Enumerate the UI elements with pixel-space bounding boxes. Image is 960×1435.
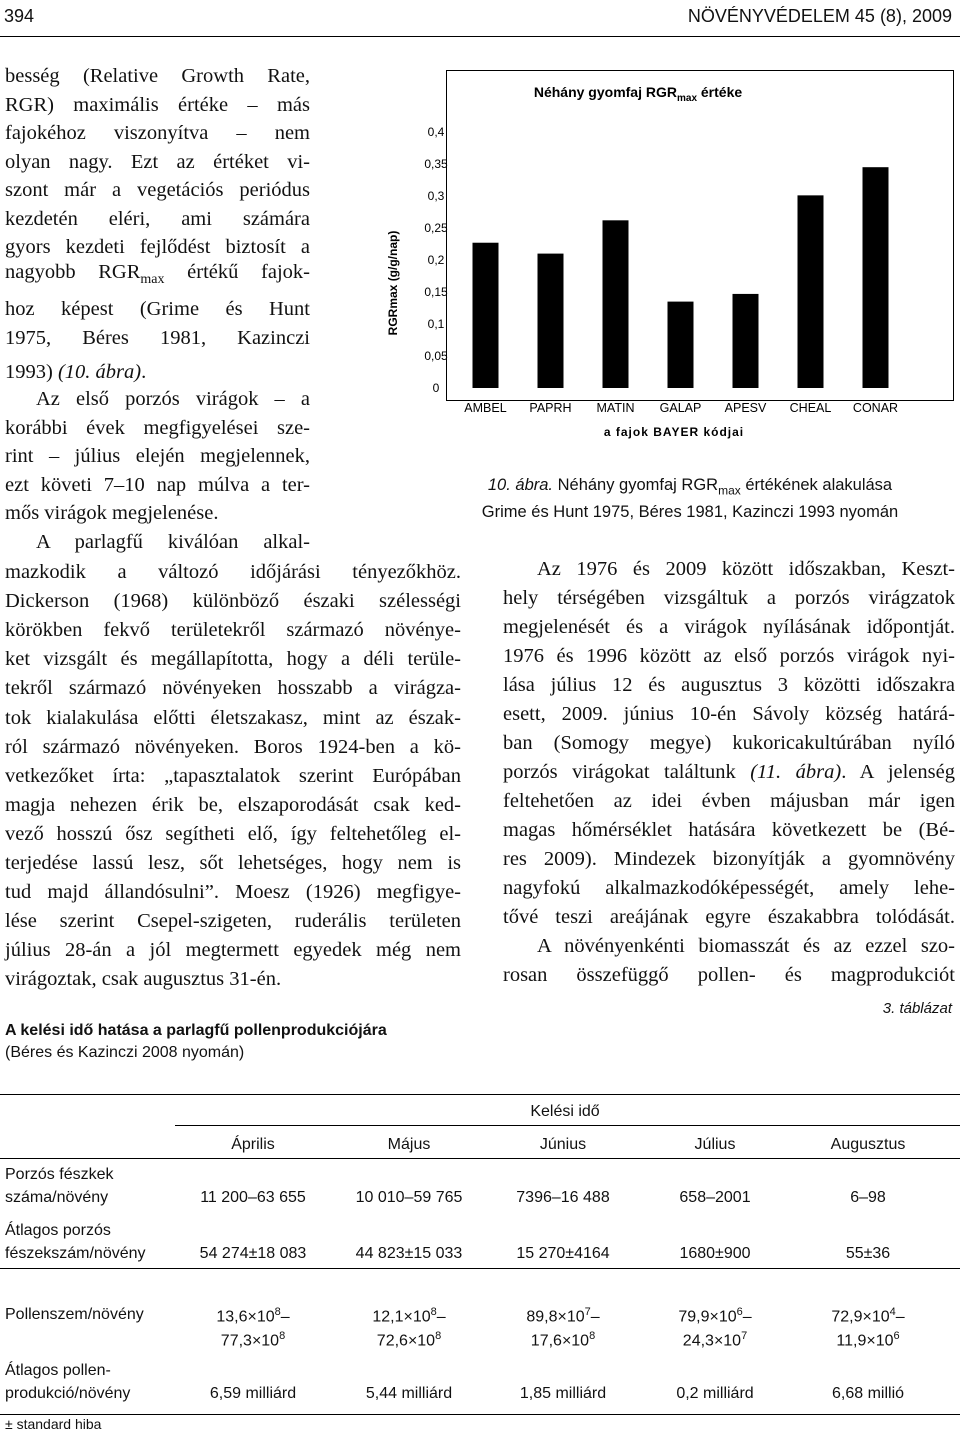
text-line: kezdetén eléri, ami számára xyxy=(5,207,310,230)
table-subtitle: (Béres és Kazinczi 2008 nyomán) xyxy=(5,1044,245,1061)
row-label: száma/növény xyxy=(5,1189,109,1206)
text-line: gyors kezdeti fejlődést biztosít a xyxy=(5,236,310,258)
table-cell: 55±36 xyxy=(845,1245,891,1262)
y-tick-label: 0,05 xyxy=(424,349,448,363)
month-header: Augusztus xyxy=(830,1136,906,1153)
table-mid-rule xyxy=(0,1268,960,1269)
x-tick-label: APESV xyxy=(724,401,767,415)
pollen-cell: $11,9\times 10^6$ xyxy=(836,1330,900,1350)
figure-caption-line1: 10. ábra. Néhány gyomfaj $RGR_{max}$ értékének alakulása xyxy=(487,476,893,498)
bar-conar xyxy=(863,167,889,388)
table-top-rule xyxy=(0,1094,960,1095)
table-cell: 54 274±18 083 xyxy=(199,1245,307,1262)
text-line: megjelenését és a virágok nyílásának időpontját. xyxy=(503,616,955,638)
pollen-cell: $12,1\times 10^8-$ xyxy=(372,1306,446,1326)
bar-galap xyxy=(668,302,694,388)
text-line: korábbi évek megfigyelései sze- xyxy=(5,416,310,439)
text-line: rosan összefüggő pollen- és magprodukciót xyxy=(503,964,955,986)
table-cell: 10 010–59 765 xyxy=(355,1189,463,1206)
text-line: besség (Relative Growth Rate, xyxy=(5,65,310,87)
bar-paprh xyxy=(538,254,564,388)
pollen-cell: $17,6\times 10^8$ xyxy=(530,1330,596,1350)
journal-running-head: NÖVÉNYVÉDELEM 45 (8), 2009 xyxy=(687,6,952,26)
page-number: 394 xyxy=(4,6,35,26)
text-line: július 28-án a jól megtermett egyedek még nem xyxy=(5,939,461,962)
text-line: rint – július elején megjelennek, xyxy=(5,445,310,467)
table-group-header: Kelési idő xyxy=(530,1103,600,1120)
table-cell: 6–98 xyxy=(850,1189,886,1206)
text-line: lása július 12 és augusztus 3 közötti időszakra xyxy=(503,674,955,696)
pollen-cell: $89,8\times 10^7-$ xyxy=(526,1306,600,1326)
month-header: Május xyxy=(387,1136,431,1153)
table-cell: 1680±900 xyxy=(679,1245,751,1262)
x-tick-label: MATIN xyxy=(596,401,635,415)
x-tick-label: GALAP xyxy=(659,401,702,415)
table-header-rule xyxy=(0,1158,960,1159)
row-label: Porzós fészkek xyxy=(5,1166,114,1183)
table-title: A kelési idő hatása a parlagfű pollenprodukciójára xyxy=(5,1022,387,1039)
text-line: nagyfokú alkalmazkodóképességét, amely lehe- xyxy=(503,877,955,899)
production-cell: 0,2 milliárd xyxy=(676,1385,754,1402)
left-line-reference: 1993) (10. ábra). xyxy=(5,361,147,383)
y-tick-label: 0,25 xyxy=(424,221,448,235)
text-line: feltehetően az idei évben májusban már igen xyxy=(503,790,955,812)
text-line: ról származó növényeken. Boros 1924-ben a kö- xyxy=(5,735,461,758)
text-line: A parlagfű kiválóan alkal- xyxy=(36,530,310,553)
y-tick-label: 0,35 xyxy=(424,157,448,171)
y-tick-label: 0 xyxy=(432,381,440,395)
left-line-rgr: nagyobb $RGR_{max}$ értékű fajok- xyxy=(5,261,310,288)
production-cell: 6,68 millió xyxy=(831,1385,905,1402)
text-line: res 2009). Mindezek bizonyítják a gyomnövény xyxy=(503,848,955,870)
text-line: tok kialakulása előtti életszakasz, mint az észak- xyxy=(5,706,461,729)
row-label: Pollenszem/növény xyxy=(5,1306,144,1323)
right-line-reference: porzós virágokat találtunk (11. ábra). A jelenség xyxy=(503,761,955,783)
text-line: tekről származó növényeken hosszabb a virágza- xyxy=(5,677,461,700)
text-line: vetkezőket írta: „tapasztalatok szerint Európában xyxy=(5,764,461,787)
text-line: tud majd állandósulni”. Moesz (1926) megfigye- xyxy=(5,881,461,904)
text-line: A növényenkénti biomasszát és az ezzel szo- xyxy=(537,935,955,957)
chart-xlabel: a fajok BAYER kódjai xyxy=(603,425,745,439)
month-header: Április xyxy=(231,1136,275,1153)
pollen-cell: $24,3\times 10^7$ xyxy=(682,1330,748,1350)
text-line: magas hőmérséklet hatására következett be (Bé- xyxy=(503,819,955,841)
text-line: hely térségében vizsgáltuk a porzós virágzatok xyxy=(503,587,955,609)
table-group-rule xyxy=(175,1125,960,1126)
text-line: virágoztak, csak augusztus 31-én. xyxy=(5,968,282,991)
text-line: magja nehezen érik be, elszaporodását csak ked- xyxy=(5,793,461,816)
text-line: 1976 és 1996 között az első porzós virágok nyi- xyxy=(503,645,955,667)
table-cell: 658–2001 xyxy=(679,1189,751,1206)
text-line: RGR) maximális értéke – más xyxy=(5,93,310,116)
bar-cheal xyxy=(798,195,824,388)
row-label: Átlagos porzós xyxy=(5,1222,111,1239)
table-label: 3. táblázat xyxy=(882,1000,952,1017)
bar-ambel xyxy=(473,243,499,388)
chart-ylabel: RGRmax (g/g/nap) xyxy=(386,230,400,336)
header-rule xyxy=(0,36,960,37)
bar-apesv xyxy=(733,294,759,388)
production-cell: 6,59 milliárd xyxy=(209,1385,297,1402)
text-line: vező hosszú ősz segítheti elő, így feltehetőleg el- xyxy=(5,822,461,845)
text-line: fajokéhoz viszonyítva – nem xyxy=(5,122,310,144)
y-tick-label: 0,15 xyxy=(424,285,448,299)
table-footnote: ± standard hiba xyxy=(5,1416,102,1432)
row-label: Átlagos pollen- xyxy=(5,1362,111,1379)
y-tick-label: 0,2 xyxy=(427,253,445,267)
text-line: 1975, Béres 1981, Kazinczi xyxy=(5,327,310,349)
rgr-bar-chart xyxy=(380,60,960,450)
text-line: mazkodik a változó időjárási tényezőkhöz. xyxy=(5,561,461,583)
x-tick-label: CHEAL xyxy=(789,401,832,415)
text-line: esett, 2009. június 10-én Sávoly község határá- xyxy=(503,703,955,725)
production-cell: 1,85 milliárd xyxy=(519,1385,607,1402)
x-tick-label: CONAR xyxy=(852,401,899,415)
text-line: Az 1976 és 2009 között időszakban, Keszt- xyxy=(537,558,955,580)
month-header: Június xyxy=(539,1136,587,1153)
text-line: terjedése lassú lesz, sőt lehetséges, hogy nem is xyxy=(5,852,461,874)
pollen-cell: $13,6\times 10^8-$ xyxy=(216,1306,290,1326)
month-header: Július xyxy=(694,1136,736,1153)
bar-matin xyxy=(603,220,629,388)
text-line: mős virágok megjelenése. xyxy=(5,502,219,524)
text-line: Az első porzós virágok – a xyxy=(36,388,310,410)
text-line: ban (Somogy megye) kukoricakultúrában nyíló xyxy=(503,732,955,754)
pollen-cell: $72,9\times 10^4-$ xyxy=(831,1306,905,1326)
y-tick-label: 0,1 xyxy=(427,317,445,331)
chart-title: Néhány gyomfaj $RGR_{max}$ értéke xyxy=(533,84,743,104)
figure-caption xyxy=(420,474,960,523)
pollen-cell: $72,6\times 10^8$ xyxy=(376,1330,442,1350)
x-tick-label: PAPRH xyxy=(529,401,572,415)
table-cell: 11 200–63 655 xyxy=(200,1189,306,1206)
y-tick-label: 0,4 xyxy=(427,125,445,139)
text-line: tővé teszi areájának egyre északabbra tolódását. xyxy=(503,906,955,928)
text-line: olyan nagy. Ezt az értéket vi- xyxy=(5,150,310,173)
text-line: szont már a vegetációs periódus xyxy=(5,179,310,201)
table-cell: 15 270±4164 xyxy=(516,1245,610,1262)
text-line: ezt követi 7–10 nap múlva a ter- xyxy=(5,473,310,496)
pollen-cell: $79,9\times 10^6-$ xyxy=(678,1306,752,1326)
pollen-cell: $77,3\times 10^8$ xyxy=(220,1330,286,1350)
text-line: ket vizsgált és megállapította, hogy a déli terüle- xyxy=(5,648,461,671)
text-line: lése szerint Csepel-szigeten, ruderális területen xyxy=(5,910,461,933)
production-cell: 5,44 milliárd xyxy=(365,1385,453,1402)
figure-caption-line2: Grime és Hunt 1975, Béres 1981, Kazinczi 1993 nyomán xyxy=(481,503,899,522)
x-tick-label: AMBEL xyxy=(464,401,507,415)
row-label: fészekszám/növény xyxy=(5,1245,146,1262)
row-label: produkció/növény xyxy=(5,1385,131,1402)
table-cell: 7396–16 488 xyxy=(516,1189,610,1206)
table-bottom-rule xyxy=(0,1414,960,1415)
text-line: Dickerson (1968) különböző északi szélességi xyxy=(5,590,461,613)
text-line: hoz képest (Grime és Hunt xyxy=(5,298,310,320)
text-line: körökben fekvő területekről származó növénye- xyxy=(5,619,461,642)
table-cell: 44 823±15 033 xyxy=(355,1245,463,1262)
y-tick-label: 0,3 xyxy=(427,189,445,203)
